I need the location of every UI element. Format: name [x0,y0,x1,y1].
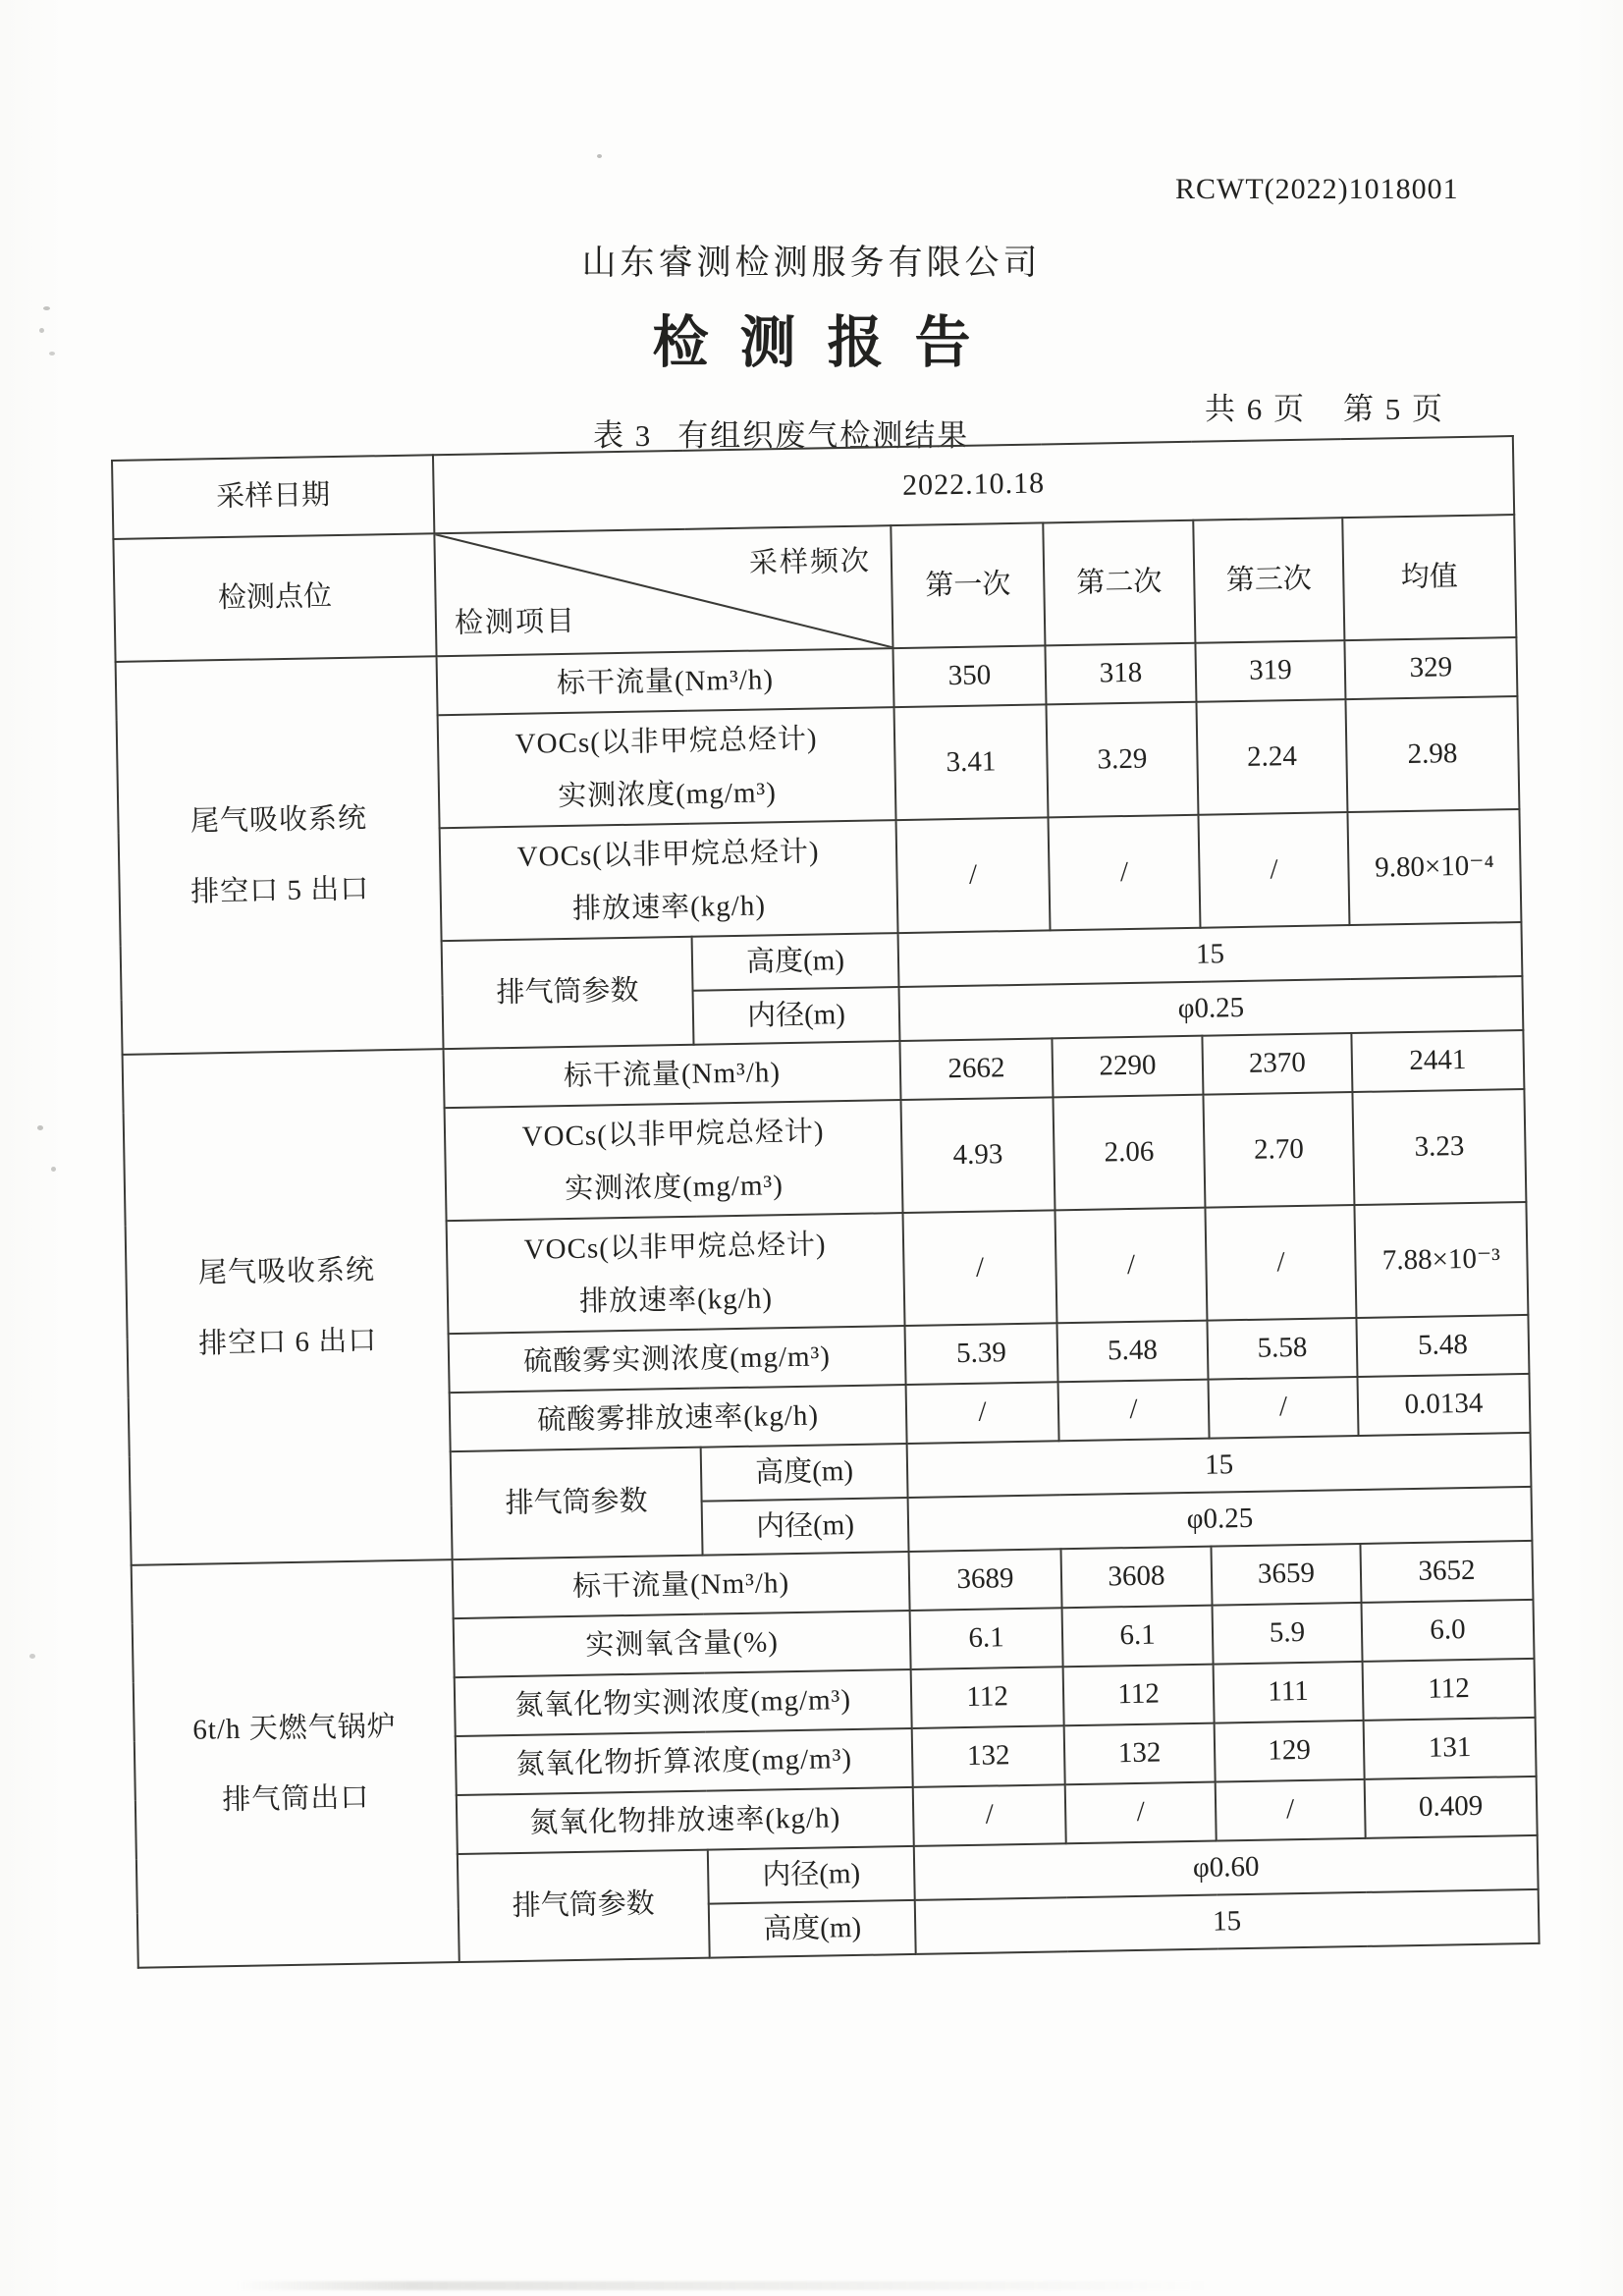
stack-param-value: 15 [915,1889,1540,1954]
scan-speck [597,154,602,158]
value-cell: 6.0 [1362,1600,1535,1662]
freq-header-2: 第二次 [1043,520,1195,646]
value-cell: 3659 [1211,1544,1361,1606]
value-cell: 0.409 [1365,1777,1538,1838]
value-cell: 112 [1063,1665,1215,1726]
value-cell: / [1209,1377,1359,1439]
results-table-wrap [111,435,1539,1969]
stack-param-value: 15 [898,922,1523,987]
freq-header-3: 第三次 [1193,518,1344,643]
sampling-date-label: 采样日期 [112,455,434,539]
pagination [1205,384,1444,428]
stack-params-label: 排气筒参数 [442,937,694,1049]
value-cell: 2290 [1052,1036,1203,1098]
company-name: 山东睿测检测服务有限公司 [581,244,1042,282]
value-cell: 3652 [1360,1541,1533,1603]
value-cell: / [1205,1205,1356,1321]
value-cell: 2.70 [1203,1092,1354,1208]
value-cell: 3608 [1061,1547,1213,1609]
value-cell: / [1055,1208,1207,1324]
value-cell: 2662 [899,1038,1053,1100]
value-cell: / [903,1210,1057,1326]
table-caption-prefix: 表 3 [593,418,653,453]
page-title: 检测报告 [652,312,1002,374]
value-cell: / [1216,1779,1366,1841]
value-cell: 111 [1214,1662,1364,1723]
item-cell: 氮氧化物排放速率(kg/h) [457,1787,914,1854]
diagonal-bottom-label: 检测项目 [454,605,577,639]
stack-param-name: 高度(m) [701,1444,908,1502]
value-cell: 7.88×10⁻³ [1354,1202,1528,1318]
item-cell: VOCs(以非甲烷总烃计) 实测浓度(mg/m³) [445,1100,903,1221]
freq-header-avg: 均值 [1342,515,1516,640]
point-line2: 排空口 5 出口 [189,873,370,908]
value-cell: / [906,1382,1059,1444]
value-cell: 0.0134 [1357,1374,1530,1436]
item-cell: 标干流量(Nm³/h) [437,648,894,715]
item-cell: 实测氧含量(%) [454,1611,911,1677]
value-cell: 132 [912,1725,1065,1787]
value-cell: 3.29 [1046,702,1198,818]
point-cell-vent6 [123,1049,453,1565]
item-cell: 标干流量(Nm³/h) [453,1552,910,1618]
point-line2: 排空口 6 出口 [197,1325,378,1360]
value-cell: 9.80×10⁻⁴ [1347,809,1521,925]
value-cell: 4.93 [901,1097,1055,1213]
value-cell: 131 [1364,1718,1537,1779]
value-cell: 319 [1195,640,1345,702]
value-cell: 2370 [1202,1033,1352,1095]
value-cell: / [1049,815,1201,931]
stack-param-value: 15 [907,1433,1532,1498]
value-cell: 132 [1064,1723,1216,1785]
value-cell: / [1065,1782,1217,1844]
page-current: 第 5 页 [1343,392,1444,426]
stack-param-name: 内径(m) [693,987,900,1045]
stack-param-name: 高度(m) [692,933,899,991]
table-header-row [113,515,1516,662]
freq-header-1: 第一次 [891,522,1045,648]
diagonal-header-cell [434,525,893,656]
stack-param-value: φ0.25 [908,1487,1533,1552]
value-cell: 5.48 [1056,1321,1208,1383]
value-cell: 3.23 [1352,1089,1526,1205]
scan-speck [29,1654,35,1659]
value-cell: / [1058,1380,1210,1442]
value-cell: 2.06 [1053,1095,1205,1211]
value-cell: / [913,1784,1066,1846]
stack-param-value: φ0.25 [898,976,1523,1041]
item-cell: 氮氧化物折算浓度(mg/m³) [456,1728,913,1795]
item-cell: VOCs(以非甲烷总烃计) 排放速率(kg/h) [447,1213,905,1334]
point-line1: 尾气吸收系统 [197,1254,376,1289]
results-table [111,435,1541,1969]
stack-param-name: 高度(m) [709,1900,916,1958]
table-caption-text: 有组织废气检测结果 [677,418,970,453]
value-cell: 2441 [1351,1030,1524,1092]
value-cell: 112 [911,1667,1064,1728]
point-cell-boiler [132,1559,460,1968]
item-cell: 氮氧化物实测浓度(mg/m³) [455,1669,912,1736]
value-cell: 6.1 [910,1608,1063,1669]
value-cell: 3.41 [894,704,1049,820]
value-cell: 5.9 [1213,1603,1363,1665]
value-cell: 129 [1215,1721,1365,1782]
item-cell: 标干流量(Nm³/h) [444,1041,901,1108]
scan-smudge [236,2281,1211,2290]
value-cell: 6.1 [1062,1606,1214,1667]
page-total: 共 6 页 [1205,392,1306,426]
stack-param-name: 内径(m) [708,1846,915,1904]
stack-param-value: φ0.60 [914,1835,1539,1900]
point-cell-vent5 [116,656,444,1055]
scan-speck [43,306,50,310]
scan-speck [49,352,55,355]
sampling-date-value: 2022.10.18 [433,436,1514,533]
item-cell: VOCs(以非甲烷总烃计) 实测浓度(mg/m³) [438,707,896,828]
scan-speck [39,328,44,333]
item-cell: 硫酸雾排放速率(kg/h) [450,1385,907,1451]
scan-speck [37,1125,43,1130]
diagonal-top-label: 采样频次 [748,545,872,579]
value-cell: 318 [1045,643,1196,705]
value-cell: / [1198,812,1349,928]
value-cell: 350 [893,645,1046,707]
value-cell: 5.39 [905,1323,1058,1385]
stack-params-label: 排气筒参数 [458,1850,710,1962]
value-cell: 329 [1344,637,1517,699]
stack-params-label: 排气筒参数 [451,1448,703,1559]
value-cell: / [896,817,1051,933]
point-line1: 6t/h 天燃气锅炉 [192,1711,398,1746]
stack-param-name: 内径(m) [702,1498,909,1556]
item-cell: VOCs(以非甲烷总烃计) 排放速率(kg/h) [440,820,898,941]
point-line1: 尾气吸收系统 [189,802,368,838]
value-cell: 2.24 [1196,699,1347,815]
value-cell: 5.48 [1356,1315,1529,1377]
scan-speck [51,1167,56,1172]
value-cell: 3689 [909,1549,1062,1611]
value-cell: 2.98 [1345,696,1519,812]
value-cell: 112 [1363,1659,1536,1721]
report-number: RCWT(2022)1018001 [1175,173,1459,205]
point-header: 检测点位 [113,533,436,662]
point-line2: 排气筒出口 [222,1781,370,1817]
item-cell: 硫酸雾实测浓度(mg/m³) [449,1326,906,1393]
value-cell: 5.58 [1207,1318,1357,1380]
